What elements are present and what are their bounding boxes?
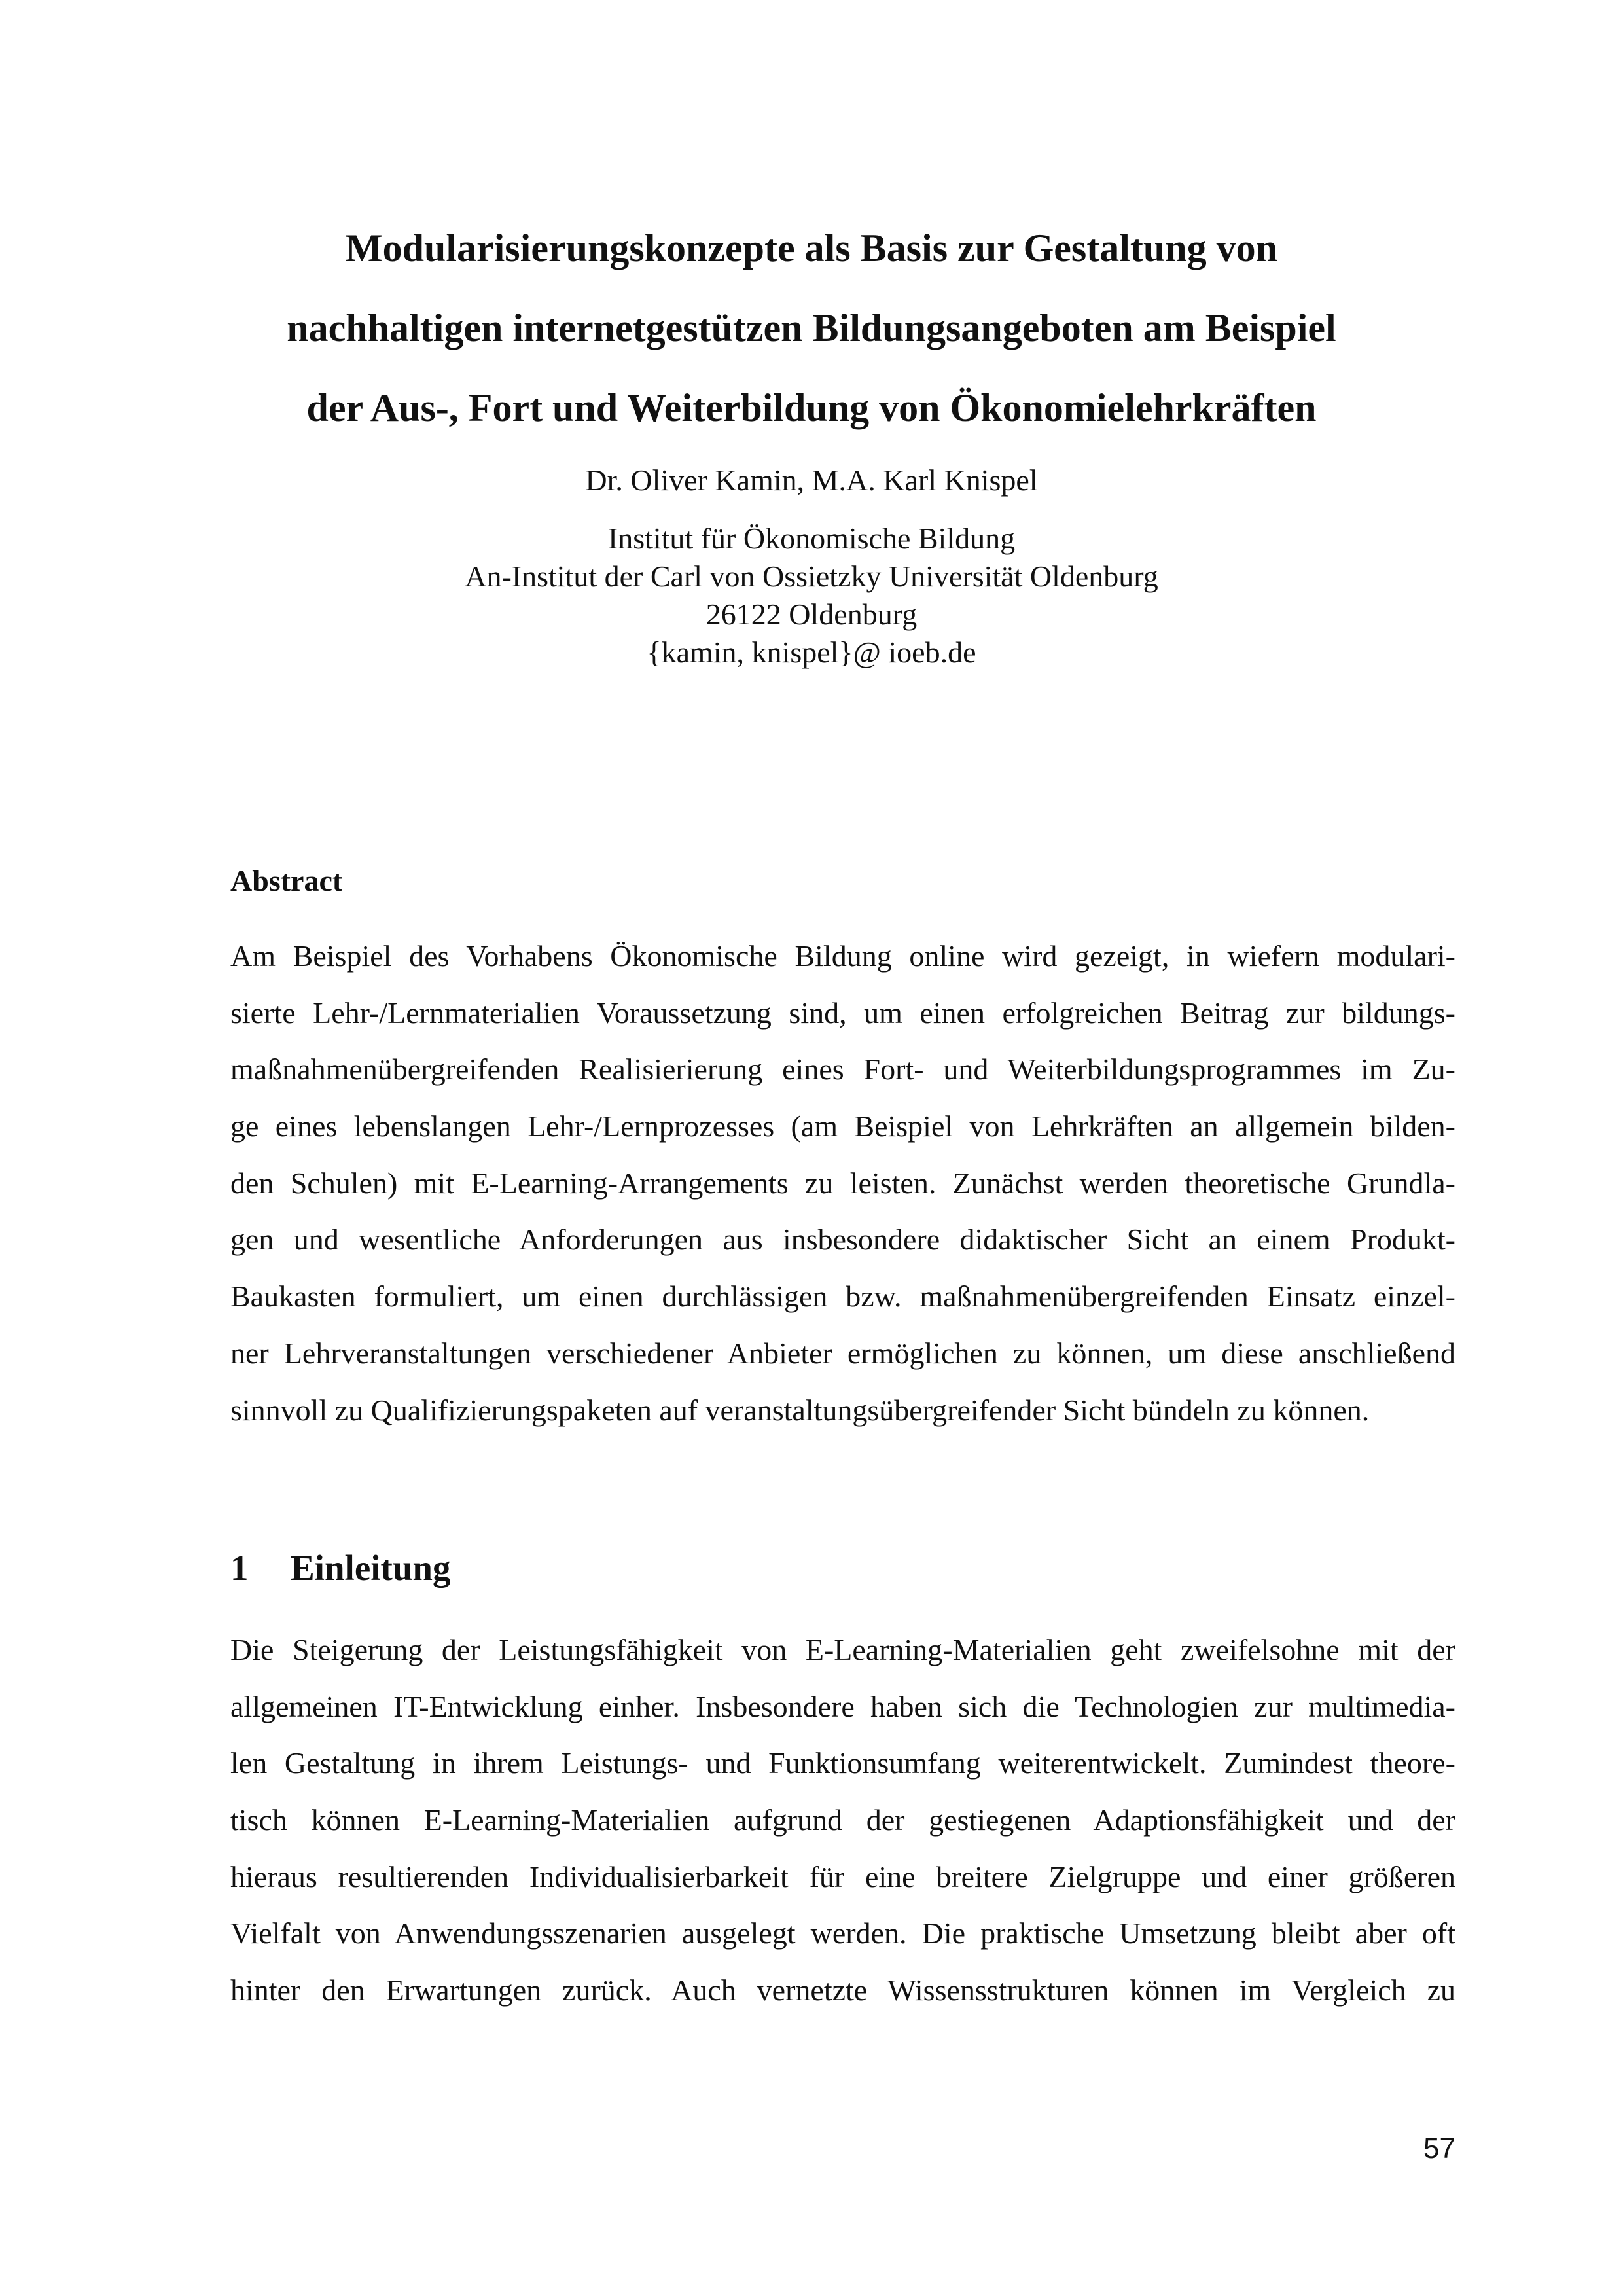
section-heading	[230, 1546, 451, 1590]
section-number: 1	[230, 1548, 249, 1588]
title-line: der Aus-, Fort und Weiterbildung von Ökonomielehrkräften	[306, 386, 1317, 429]
author-names: Dr. Oliver Kamin, M.A. Karl Knispel	[585, 463, 1038, 497]
abstract-heading: Abstract	[230, 864, 343, 897]
page-number: 57	[1423, 2132, 1455, 2164]
abstract-line: Baukasten formuliert, um einen durchlässigen bzw. maßnahmenübergreifenden Einsatz einzel-	[230, 1280, 1455, 1314]
intro-line: Vielfalt von Anwendungsszenarien ausgelegt werden. Die praktische Umsetzung bleibt aber oft	[230, 1916, 1455, 1950]
section-title: Einleitung	[291, 1548, 451, 1588]
introduction-paragraph	[230, 1622, 1455, 2019]
paper-title	[196, 208, 1427, 448]
title-line: nachhaltigen internetgestützen Bildungsangeboten am Beispiel	[287, 306, 1336, 350]
title-line: Modularisierungskonzepte als Basis zur Gestaltung von	[345, 226, 1278, 270]
abstract-line: maßnahmenübergreifenden Realisierierung eines Fort- und Weiterbildungsprogrammes im Zu-	[230, 1052, 1455, 1086]
intro-line: Die Steigerung der Leistungsfähigkeit von E-Learning-Materialien geht zweifelsohne mit der	[230, 1633, 1455, 1666]
abstract-line: Am Beispiel des Vorhabens Ökonomische Bildung online wird gezeigt, in wiefern modulari-	[230, 939, 1455, 973]
intro-line: tisch können E-Learning-Materialien aufgrund der gestiegenen Adaptionsfähigkeit und der	[230, 1803, 1455, 1837]
affiliation-email: {kamin, knispel}@ ioeb.de	[647, 636, 976, 669]
abstract-line: ge eines lebenslangen Lehr-/Lernprozesses (am Beispiel von Lehrkräften an allgemein bilden-	[230, 1109, 1455, 1143]
abstract-line: sinnvoll zu Qualifizierungspaketen auf veranstaltungsübergreifender Sicht bündeln zu können.	[230, 1393, 1370, 1427]
abstract-line: sierte Lehr-/Lernmaterialien Voraussetzung sind, um einen erfolgreichen Beitrag zur bildungs-	[230, 996, 1455, 1030]
affiliation-university: An-Institut der Carl von Ossietzky Universität Oldenburg	[465, 560, 1158, 593]
affiliation-city: 26122 Oldenburg	[705, 598, 918, 631]
intro-line: hinter den Erwartungen zurück. Auch vernetzte Wissensstrukturen können im Vergleich zu	[230, 1973, 1455, 2007]
abstract-line: ner Lehrveranstaltungen verschiedener Anbieter ermöglichen zu können, um diese anschließend	[230, 1336, 1455, 1370]
abstract-line: gen und wesentliche Anforderungen aus insbesondere didaktischer Sicht an einem Produkt-	[230, 1223, 1455, 1257]
intro-line: hieraus resultierenden Individualisierbarkeit für eine breitere Zielgruppe und einer größeren	[230, 1859, 1455, 1893]
affiliation-institute: Institut für Ökonomische Bildung	[607, 522, 1016, 555]
author-affiliation	[196, 520, 1427, 672]
intro-line: len Gestaltung in ihrem Leistungs- und Funktionsumfang weiterentwickelt. Zumindest theore-	[230, 1746, 1455, 1780]
abstract-line: den Schulen) mit E-Learning-Arrangements zu leisten. Zunächst werden theoretische Grundla-	[230, 1166, 1455, 1200]
intro-line: allgemeinen IT-Entwicklung einher. Insbesondere haben sich die Technologien zur multimedia-	[230, 1689, 1455, 1723]
abstract-paragraph	[230, 928, 1455, 1439]
